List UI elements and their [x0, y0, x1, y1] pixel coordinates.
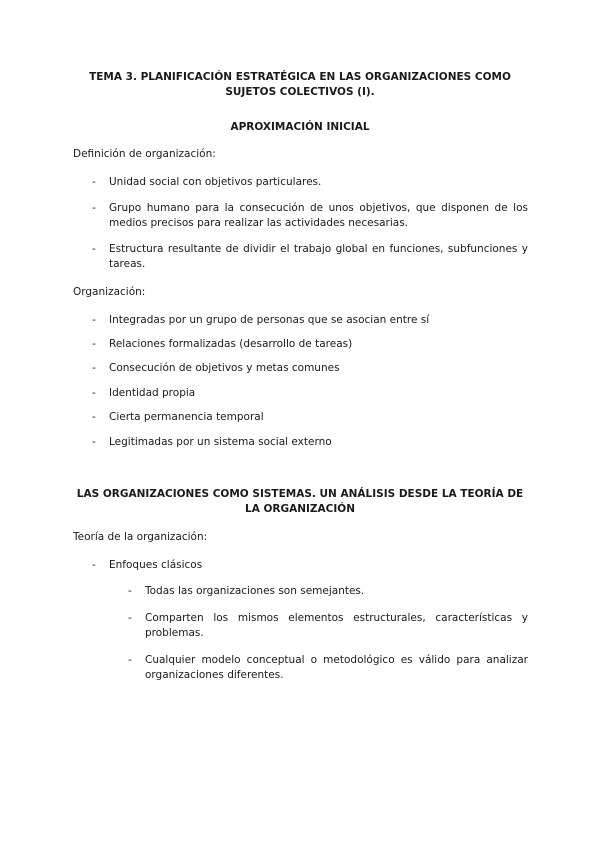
- section-heading-aproximacion: APROXIMACIÓN INICIAL: [230, 121, 370, 133]
- bullet-dash: -: [92, 436, 96, 448]
- bullet-dash: -: [92, 411, 96, 423]
- sub-list-item-text: Cualquier modelo conceptual o metodológico es válido para analizar organizaciones diferentes.: [145, 654, 528, 681]
- organization-label: Organización:: [73, 286, 146, 298]
- list-item-text: Enfoques clásicos: [109, 559, 203, 571]
- document-title: TEMA 3. PLANIFICACIÓN ESTRATÉGICA EN LAS ORGANIZACIONES COMO SUJETOS COLECTIVOS (I).: [89, 71, 511, 98]
- bullet-dash: -: [128, 585, 132, 597]
- bullet-dash: -: [92, 559, 96, 571]
- list-item-text: Consecución de objetivos y metas comunes: [109, 362, 340, 374]
- list-item-text: Cierta permanencia temporal: [109, 411, 264, 423]
- list-item-text: Integradas por un grupo de personas que se asocian entre sí: [109, 314, 430, 326]
- sub-list-item-text: Comparten los mismos elementos estructurales, características y problemas.: [145, 612, 528, 639]
- theory-label: Teoría de la organización:: [73, 531, 208, 543]
- bullet-dash: -: [92, 338, 96, 350]
- bullet-dash: -: [128, 612, 132, 624]
- sub-list-item-text: Todas las organizaciones son semejantes.: [145, 585, 365, 597]
- bullet-dash: -: [92, 176, 96, 188]
- list-item-text: Unidad social con objetivos particulares.: [109, 176, 322, 188]
- list-item-text: Relaciones formalizadas (desarrollo de tareas): [109, 338, 353, 350]
- bullet-dash: -: [92, 314, 96, 326]
- list-item-text: Identidad propia: [109, 387, 196, 399]
- bullet-dash: -: [92, 362, 96, 374]
- bullet-dash: -: [92, 387, 96, 399]
- bullet-dash: -: [128, 654, 132, 666]
- list-item-text: Grupo humano para la consecución de unos objetivos, que disponen de los medios precisos para realizar las actividades necesarias.: [109, 202, 528, 229]
- bullet-dash: -: [92, 202, 96, 214]
- list-item-text: Estructura resultante de dividir el trabajo global en funciones, subfunciones y tareas.: [109, 243, 528, 270]
- section-heading-sistemas: LAS ORGANIZACIONES COMO SISTEMAS. UN ANÁLISIS DESDE LA TEORÍA DE LA ORGANIZACIÓN: [76, 488, 524, 515]
- definition-label: Definición de organización:: [73, 148, 216, 160]
- bullet-dash: -: [92, 243, 96, 255]
- list-item-text: Legitimadas por un sistema social externo: [109, 436, 332, 448]
